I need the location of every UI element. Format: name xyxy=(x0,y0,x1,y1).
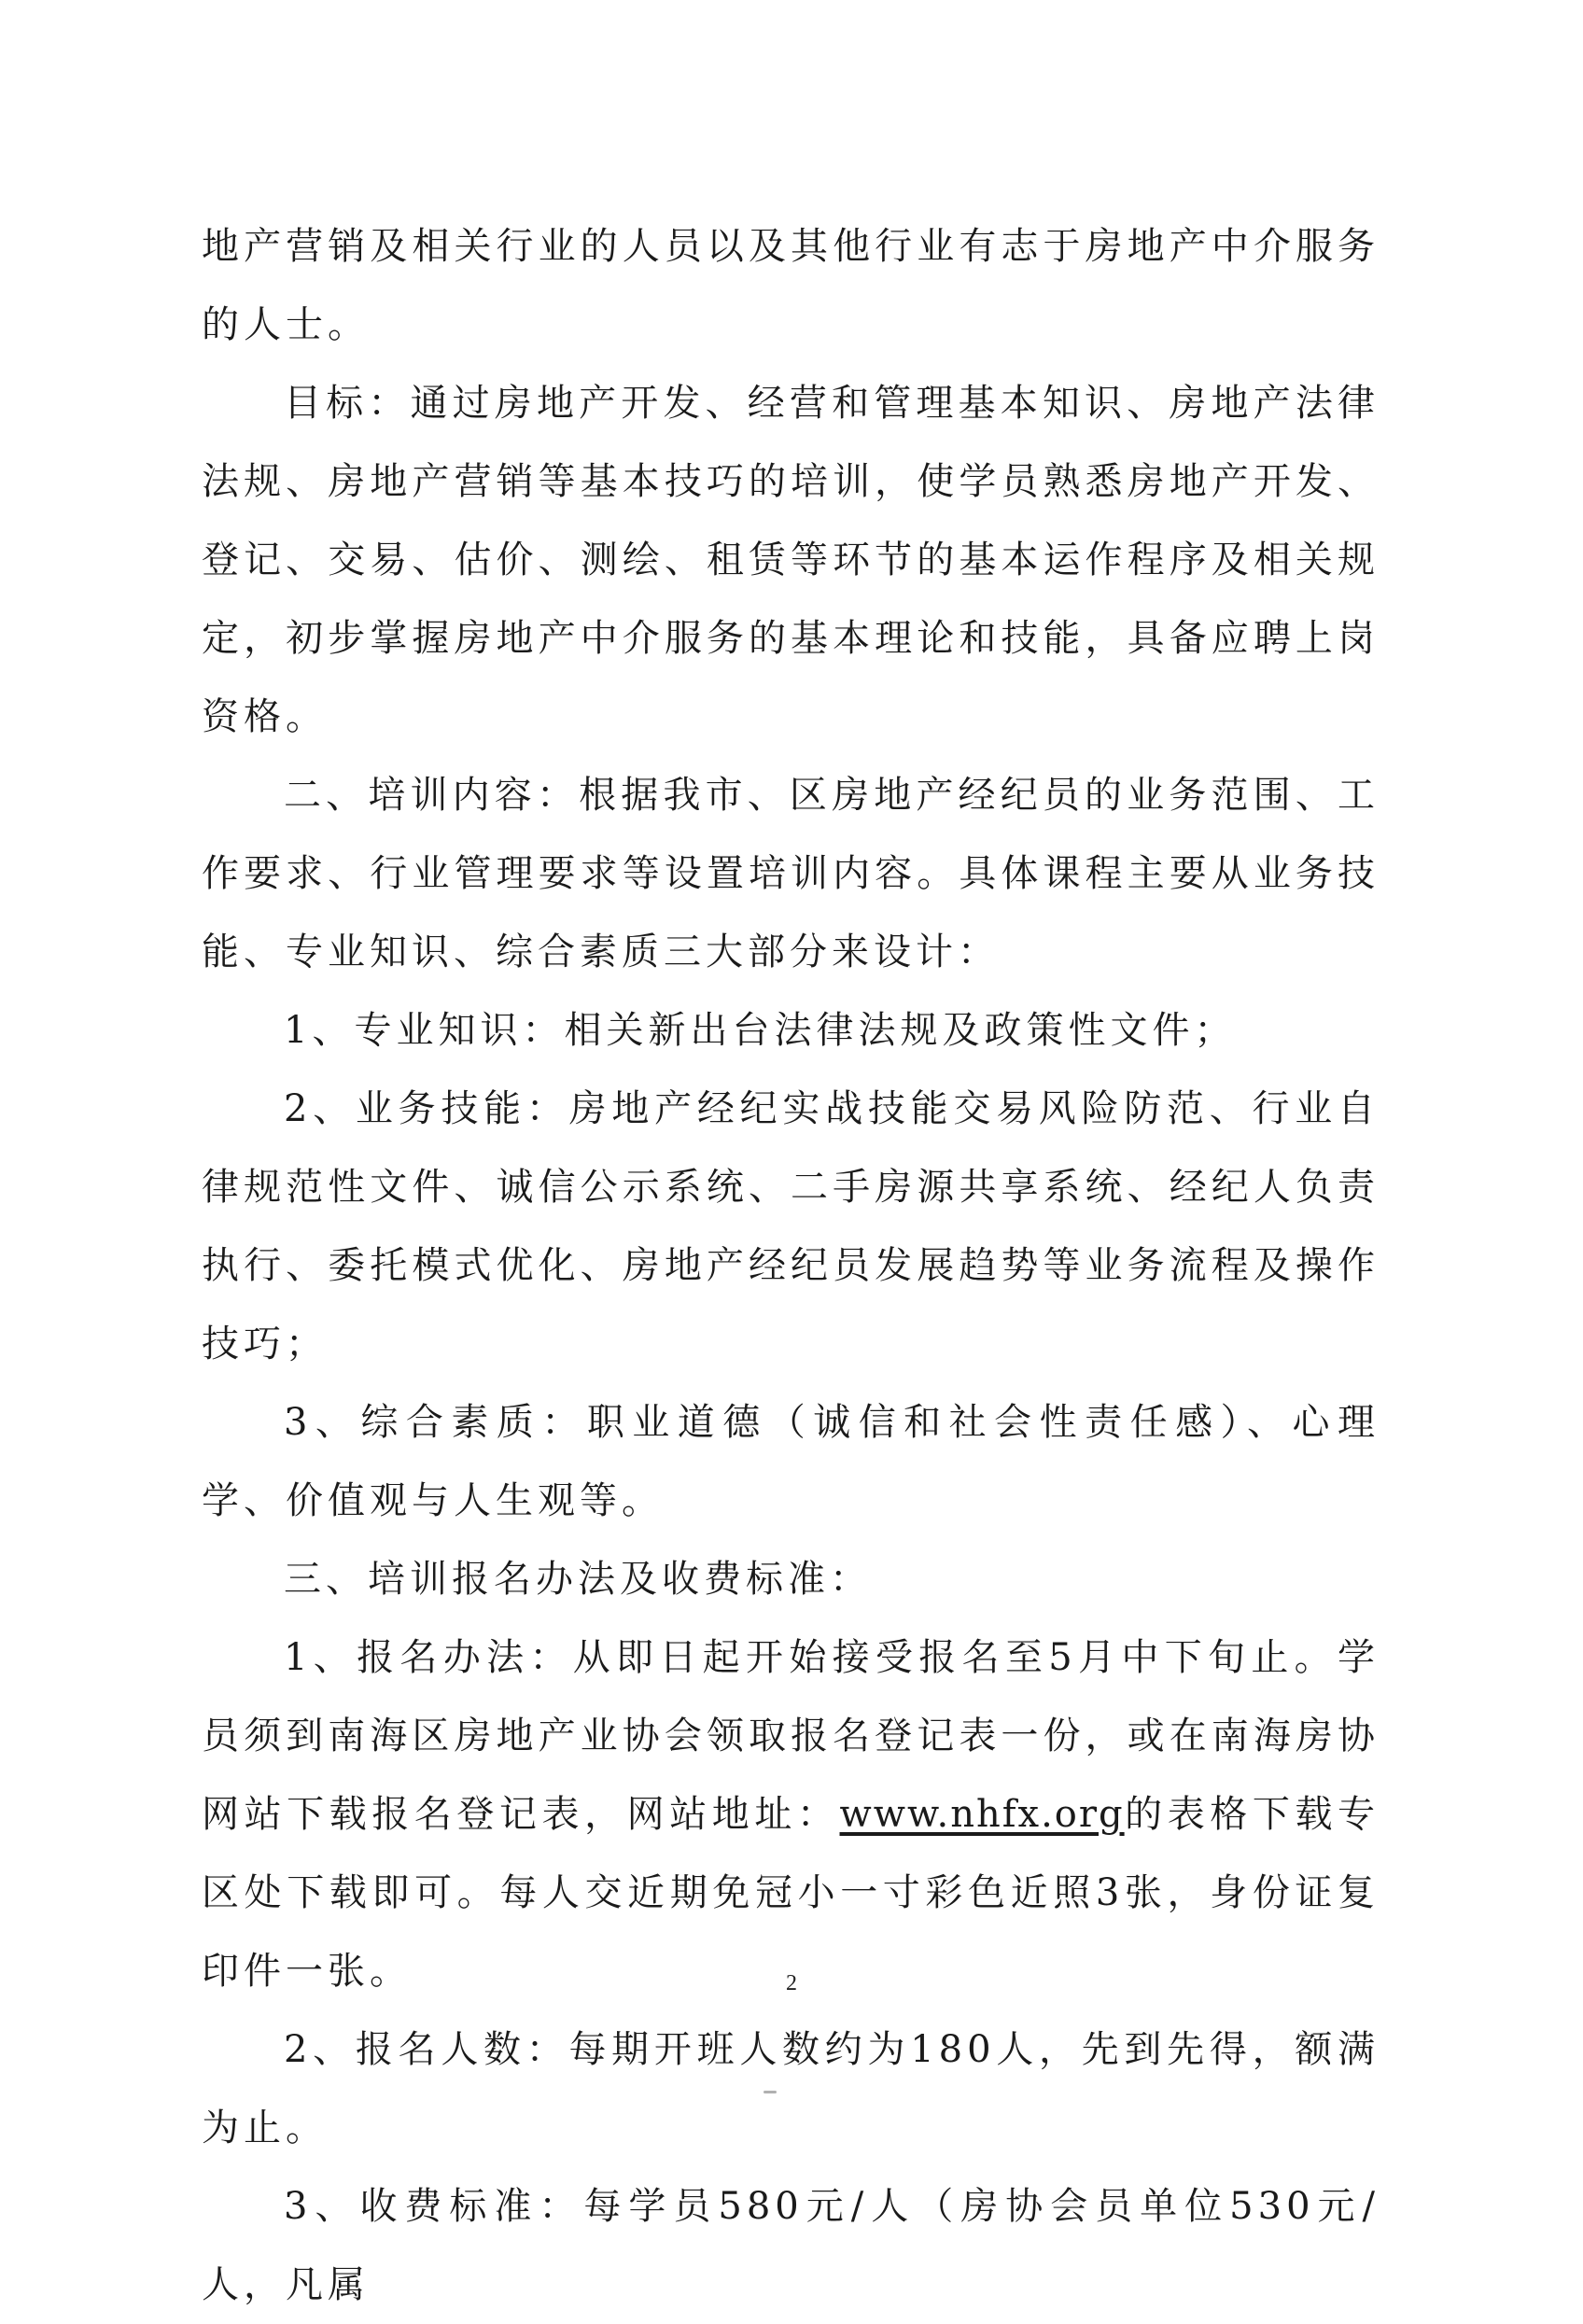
page-number: 2 xyxy=(786,1971,797,1995)
section-heading-registration: 三、培训报名办法及收费标准： xyxy=(284,1558,872,1601)
paragraph-enrollment-count: 2、报名人数：每期开班人数约为180人，先到先得，额满为止。 xyxy=(202,2028,1380,2149)
document-body xyxy=(202,207,1380,2324)
registration-text-after: 的表格下载专区处下载即可。每人交近期免冠小一寸彩色近照3张，身份证复印件一张。 xyxy=(202,1793,1380,1993)
paragraph-registration-method xyxy=(202,1618,1380,2010)
paragraph-professional-knowledge: 1、专业知识：相关新出台法律法规及政策性文件； xyxy=(284,1009,1237,1052)
paragraph-continuation: 地产营销及相关行业的人员以及其他行业有志于房地产中介服务的人士。 xyxy=(202,225,1380,346)
registration-text-before: 1、报名办法：从即日起开始接受报名至5月中下旬止。学员须到南海区房地产业协会领取报名登记表一份，或在南海房协网站下载报名登记表，网站地址： xyxy=(202,1636,1380,1836)
website-link[interactable]: www.nhfx.org xyxy=(839,1793,1125,1836)
paragraph-fee-standard: 3、收费标准：每学员580元/人（房协会员单位530元/人，凡属 xyxy=(202,2185,1380,2306)
paragraph-business-skills: 2、业务技能：房地产经纪实战技能交易风险防范、行业自律规范性文件、诚信公示系统、二手房源共享系统、经纪人负责执行、委托模式优化、房地产经纪员发展趋势等业务流程及操作技巧； xyxy=(202,1087,1380,1365)
scan-artifact xyxy=(763,2091,777,2093)
paragraph-training-content: 二、培训内容：根据我市、区房地产经纪员的业务范围、工作要求、行业管理要求等设置培训内容。具体课程主要从业务技能、专业知识、综合素质三大部分来设计： xyxy=(202,774,1380,973)
paragraph-goal: 目标：通过房地产开发、经营和管理基本知识、房地产法律法规、房地产营销等基本技巧的培训，使学员熟悉房地产开发、登记、交易、估价、测绘、租赁等环节的基本运作程序及相关规定，初步掌握房地产中介服务的基本理论和技能，具备应聘上岗资格。 xyxy=(202,382,1380,738)
paragraph-comprehensive-quality: 3、综合素质：职业道德（诚信和社会性责任感）、心理学、价值观与人生观等。 xyxy=(202,1401,1380,1522)
